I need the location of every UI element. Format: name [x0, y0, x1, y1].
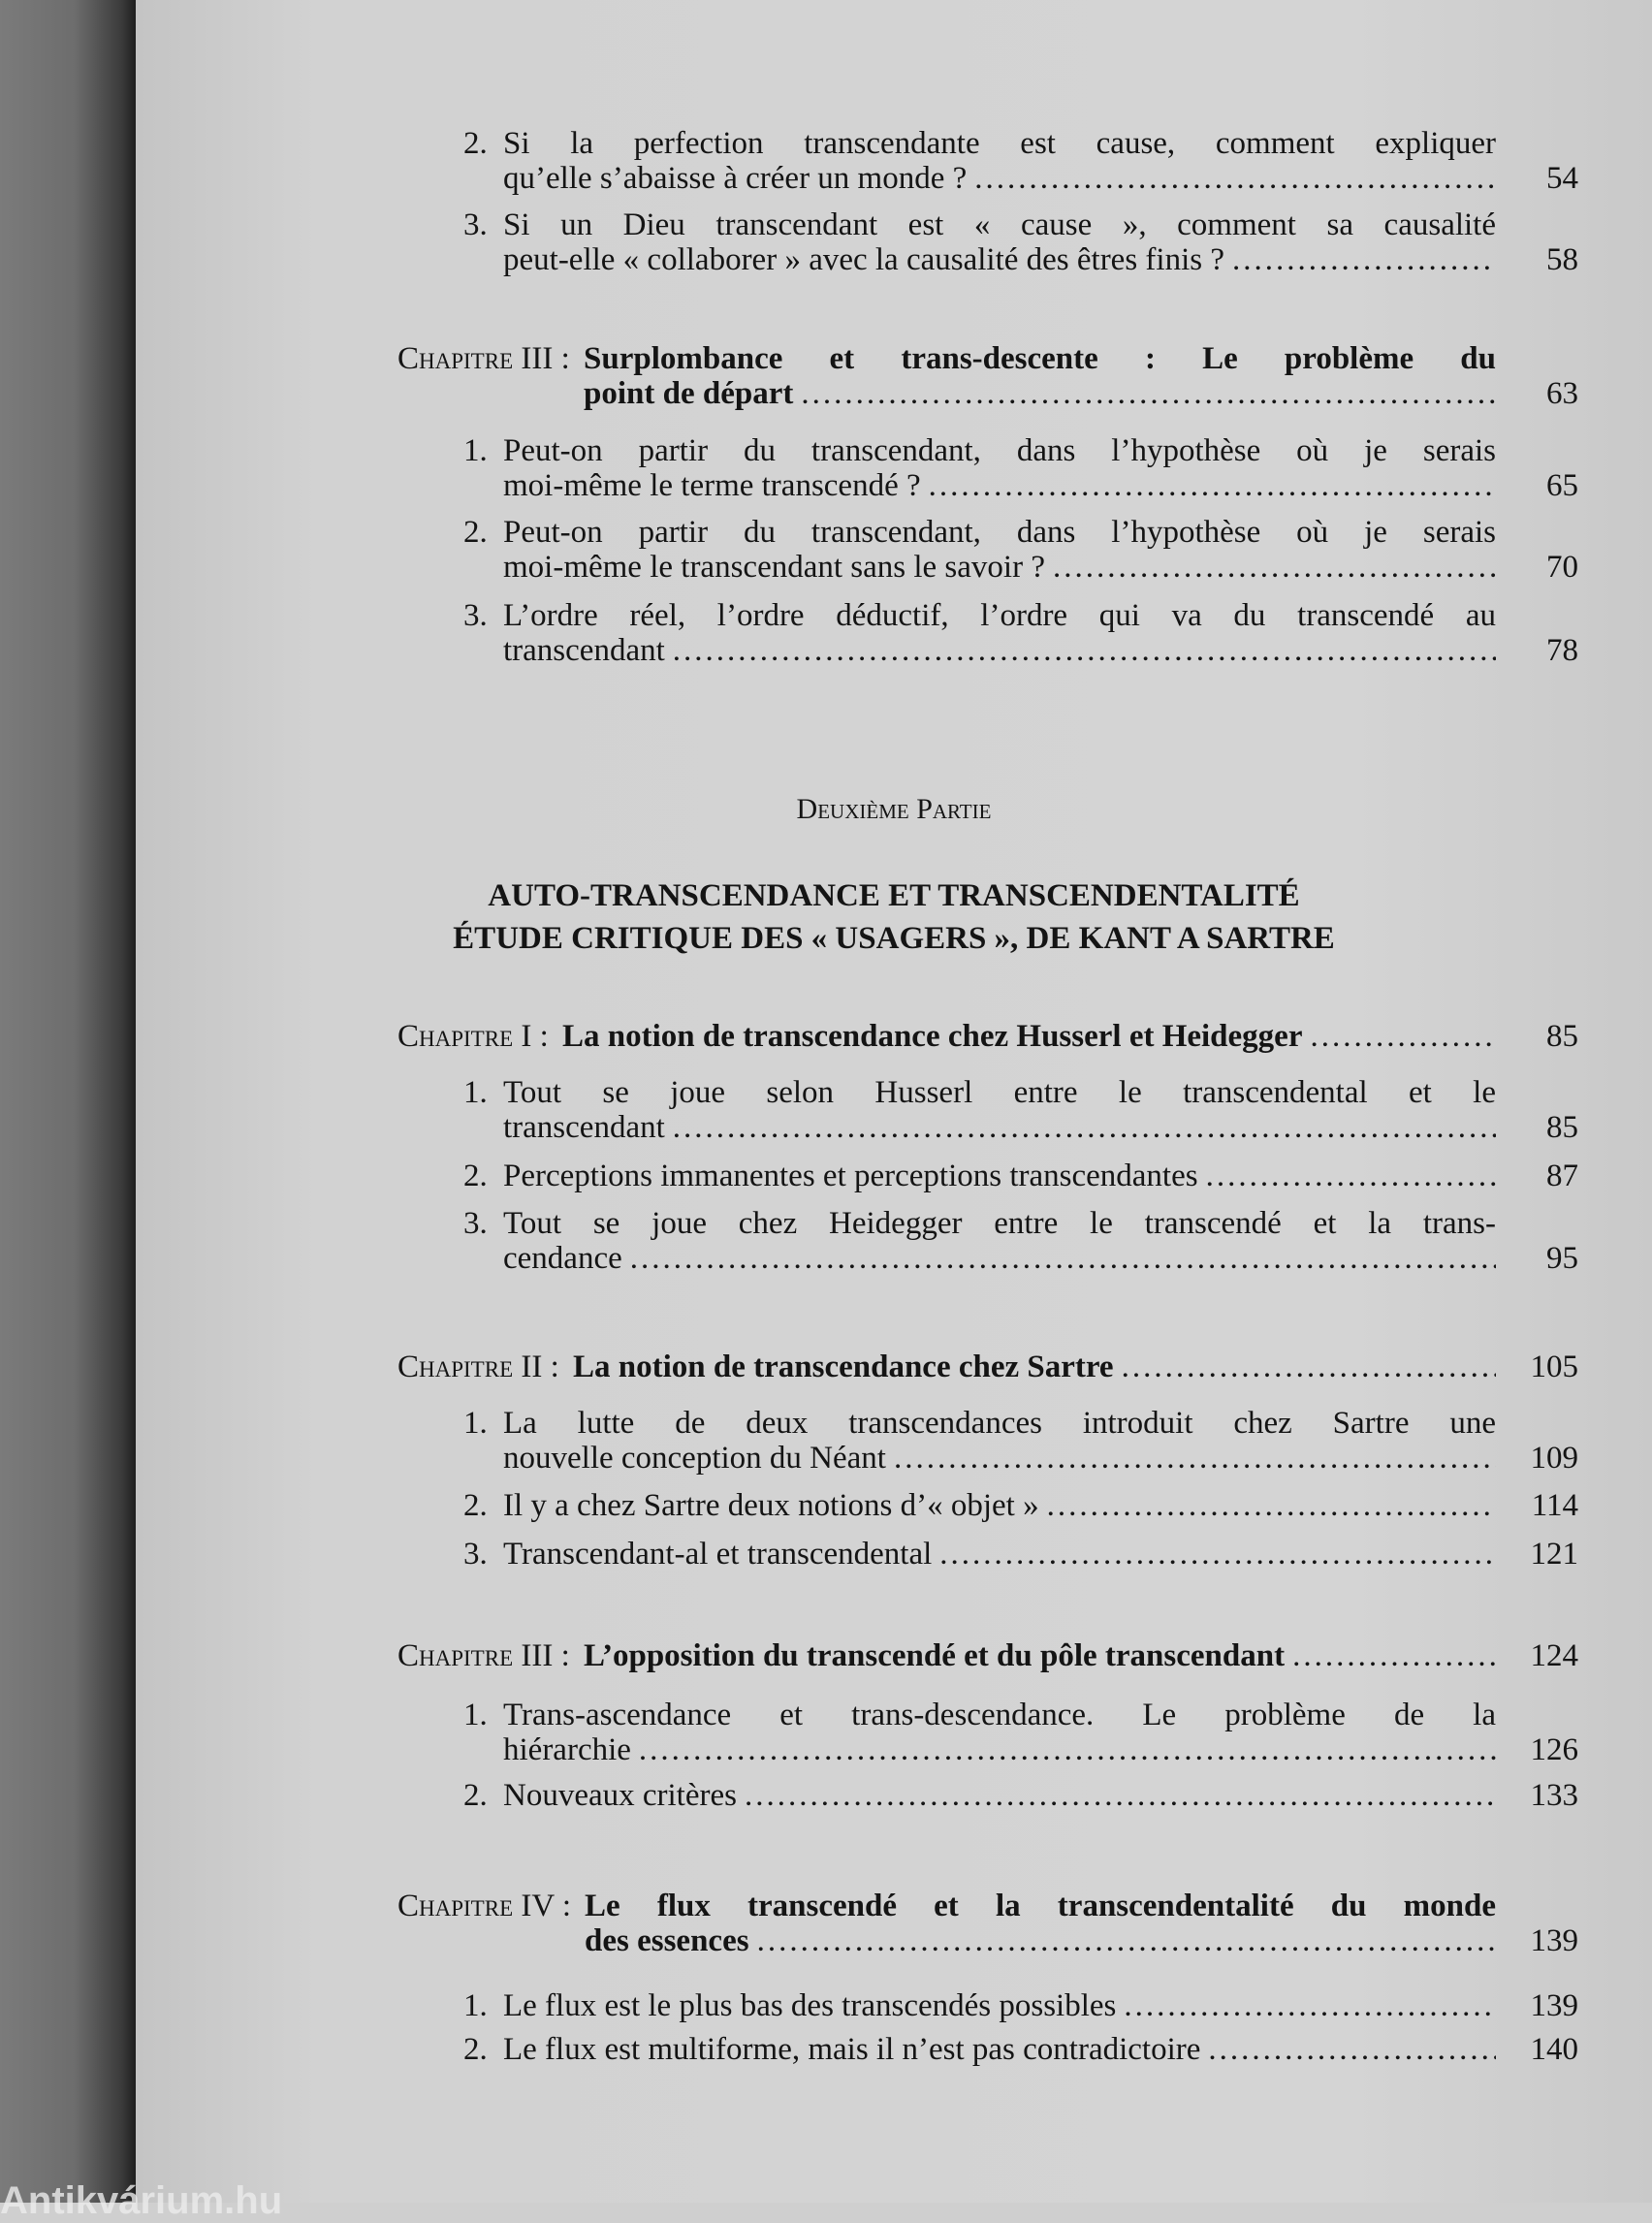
chapter-label — [397, 1889, 571, 1923]
dot-leader — [673, 633, 1496, 668]
part-label: Deuxième Partie — [796, 793, 992, 825]
page-number: 140 — [1530, 2032, 1578, 2067]
entry-title — [503, 1988, 1496, 2023]
chapter-title — [562, 1019, 1496, 1054]
entry-title — [503, 126, 1496, 196]
entry-line — [585, 1923, 1496, 1958]
entry-line — [503, 433, 1496, 468]
dot-leader — [1124, 1988, 1496, 2023]
part-title-line: ÉTUDE CRITIQUE DES « USAGERS », DE KANT A SARTRE — [453, 921, 1335, 956]
section-number: 3. — [463, 1206, 488, 1241]
chapter-number: III : — [521, 1638, 570, 1673]
chapter-title — [585, 1889, 1496, 1958]
line-text: transcendant — [503, 1110, 665, 1145]
page-number: 95 — [1546, 1241, 1578, 1276]
dot-leader — [929, 468, 1496, 503]
entry-title — [503, 1488, 1496, 1523]
dot-leader — [1206, 1159, 1496, 1193]
dot-leader — [894, 1441, 1496, 1476]
line-text: La notion de transcendance chez Sartre — [573, 1350, 1114, 1384]
chapter-word: Chapitre — [397, 1889, 514, 1923]
entry-line — [503, 1488, 1496, 1523]
chapter-number: II : — [521, 1350, 559, 1384]
line-text: Trans-ascendance et trans-descendance. Le problème de la — [503, 1698, 1496, 1732]
dot-leader — [745, 1778, 1496, 1813]
chapter-word: Chapitre — [397, 1350, 514, 1384]
part-title-line: AUTO-TRANSCENDANCE ET TRANSCENDENTALITÉ — [488, 878, 1300, 913]
chapter-title — [584, 1638, 1496, 1673]
entry-title — [503, 207, 1496, 277]
dot-leader — [1208, 2032, 1496, 2067]
line-text: Il y a chez Sartre deux notions d’« objet » — [503, 1488, 1039, 1523]
chapter-label — [397, 1638, 570, 1673]
entry-line — [585, 1889, 1496, 1923]
entry-line — [503, 515, 1496, 550]
chapter-label — [397, 1350, 559, 1384]
entry-line — [503, 633, 1496, 668]
page-number: 70 — [1546, 550, 1578, 585]
page-number: 85 — [1546, 1110, 1578, 1145]
page-number: 109 — [1530, 1441, 1578, 1476]
entry-title — [503, 1537, 1496, 1572]
page-number: 105 — [1530, 1350, 1578, 1384]
section-number: 1. — [463, 1406, 488, 1441]
entry-line — [503, 1110, 1496, 1145]
line-text: des essences — [585, 1923, 749, 1958]
dot-leader — [757, 1923, 1496, 1958]
page-number: 65 — [1546, 468, 1578, 503]
entry-title — [503, 433, 1496, 503]
line-text: La lutte de deux transcendances introduit chez Sartre une — [503, 1406, 1496, 1441]
chapter-number: III : — [521, 341, 570, 376]
line-text: nouvelle conception du Néant — [503, 1441, 886, 1476]
line-text: transcendant — [503, 633, 665, 668]
chapter-word: Chapitre — [397, 341, 514, 376]
entry-line — [503, 1075, 1496, 1110]
entry-line — [584, 341, 1496, 376]
page-number: 139 — [1530, 1923, 1578, 1958]
dot-leader — [630, 1241, 1496, 1276]
page-number: 124 — [1530, 1638, 1578, 1673]
line-text: moi-même le transcendant sans le savoir ? — [503, 550, 1045, 585]
dot-leader — [1053, 550, 1496, 585]
entry-line — [503, 1206, 1496, 1241]
dot-leader — [1292, 1638, 1496, 1673]
entry-title — [503, 515, 1496, 585]
line-text: cendance — [503, 1241, 622, 1276]
entry-line — [503, 598, 1496, 633]
dot-leader — [974, 161, 1496, 196]
entry-line — [503, 1406, 1496, 1441]
entry-line — [503, 1988, 1496, 2023]
line-text: Le flux transcendé et la transcendentalité du monde — [585, 1889, 1496, 1923]
entry-line — [503, 2032, 1496, 2067]
line-text: La notion de transcendance chez Husserl et Heidegger — [562, 1019, 1303, 1054]
dot-leader — [1310, 1019, 1496, 1054]
chapter-title — [584, 341, 1496, 411]
line-text: point de départ — [584, 376, 794, 411]
dot-leader — [939, 1537, 1496, 1572]
chapter-number: I : — [521, 1019, 549, 1054]
line-text: Le flux est multiforme, mais il n’est pas contradictoire — [503, 2032, 1201, 2067]
line-text: qu’elle s’abaisse à créer un monde ? — [503, 161, 968, 196]
chapter-number: IV : — [521, 1889, 572, 1923]
page-number: 87 — [1546, 1159, 1578, 1193]
entry-title — [503, 1406, 1496, 1476]
line-text: Peut-on partir du transcendant, dans l’hypothèse où je serais — [503, 433, 1496, 468]
line-text: Peut-on partir du transcendant, dans l’hypothèse où je serais — [503, 515, 1496, 550]
entry-title — [503, 2032, 1496, 2067]
chapter-word: Chapitre — [397, 1638, 514, 1673]
line-text: Si la perfection transcendante est cause, comment expliquer — [503, 126, 1496, 161]
line-text: moi-même le terme transcendé ? — [503, 468, 921, 503]
line-text: Le flux est le plus bas des transcendés possibles — [503, 1988, 1117, 2023]
page-number: 133 — [1530, 1778, 1578, 1813]
entry-line — [503, 1732, 1496, 1767]
section-number: 1. — [463, 1988, 488, 2023]
entry-title — [503, 598, 1496, 668]
line-text: Transcendant-al et transcendental — [503, 1537, 933, 1572]
line-text: hiérarchie — [503, 1732, 631, 1767]
dot-leader — [639, 1732, 1496, 1767]
section-number: 1. — [463, 1698, 488, 1732]
section-number: 2. — [463, 515, 488, 550]
page-number: 78 — [1546, 633, 1578, 668]
entry-title — [503, 1159, 1496, 1193]
dot-leader — [673, 1110, 1496, 1145]
chapter-label — [397, 341, 570, 376]
entry-line — [503, 550, 1496, 585]
section-number: 3. — [463, 207, 488, 242]
section-number: 2. — [463, 1488, 488, 1523]
entry-title — [503, 1778, 1496, 1813]
page-number: 114 — [1531, 1488, 1578, 1523]
line-text: Tout se joue chez Heidegger entre le transcendé et la trans- — [503, 1206, 1496, 1241]
entry-line — [503, 1241, 1496, 1276]
page-number: 85 — [1546, 1019, 1578, 1054]
chapter-title — [573, 1350, 1496, 1384]
entry-title — [503, 1698, 1496, 1767]
entry-line — [503, 161, 1496, 196]
entry-line — [503, 242, 1496, 277]
line-text: L’ordre réel, l’ordre déductif, l’ordre qui va du transcendé au — [503, 598, 1496, 633]
section-number: 2. — [463, 1778, 488, 1813]
watermark: Antikvárium.hu — [0, 2179, 283, 2222]
entry-line — [503, 1441, 1496, 1476]
section-number: 2. — [463, 2032, 488, 2067]
line-text: Surplombance et trans-descente : Le problème du — [584, 341, 1496, 376]
section-number: 3. — [463, 1537, 488, 1572]
entry-line — [573, 1350, 1496, 1384]
line-text: Nouveaux critères — [503, 1778, 737, 1813]
entry-line — [584, 376, 1496, 411]
page-number: 63 — [1546, 376, 1578, 411]
section-number: 1. — [463, 1075, 488, 1110]
chapter-label — [397, 1019, 549, 1054]
line-text: Perceptions immanentes et perceptions transcendantes — [503, 1159, 1198, 1193]
entry-line — [562, 1019, 1496, 1054]
section-number: 2. — [463, 1159, 488, 1193]
dot-leader — [1122, 1350, 1496, 1384]
page-number: 126 — [1530, 1732, 1578, 1767]
line-text: peut-elle « collaborer » avec la causalité des êtres finis ? — [503, 242, 1224, 277]
line-text: Si un Dieu transcendant est « cause », comment sa causalité — [503, 207, 1496, 242]
dot-leader — [1232, 242, 1496, 277]
book-binding — [0, 0, 136, 2203]
entry-line — [503, 1778, 1496, 1813]
dot-leader — [1047, 1488, 1496, 1523]
entry-line — [503, 1159, 1496, 1193]
section-number: 3. — [463, 598, 488, 633]
dot-leader — [801, 376, 1496, 411]
entry-line — [503, 1537, 1496, 1572]
part-title — [136, 874, 1652, 960]
entry-line — [503, 468, 1496, 503]
entry-title — [503, 1075, 1496, 1145]
entry-line — [503, 1698, 1496, 1732]
page-number: 54 — [1546, 161, 1578, 196]
entry-line — [503, 126, 1496, 161]
section-number: 1. — [463, 433, 488, 468]
page-number: 58 — [1546, 242, 1578, 277]
page-number: 121 — [1530, 1537, 1578, 1572]
entry-line — [584, 1638, 1496, 1673]
entry-title — [503, 1206, 1496, 1276]
line-text: Tout se joue selon Husserl entre le transcendental et le — [503, 1075, 1496, 1110]
chapter-word: Chapitre — [397, 1019, 514, 1054]
section-number: 2. — [463, 126, 488, 161]
page-number: 139 — [1530, 1988, 1578, 2023]
entry-line — [503, 207, 1496, 242]
line-text: L’opposition du transcendé et du pôle transcendant — [584, 1638, 1286, 1673]
